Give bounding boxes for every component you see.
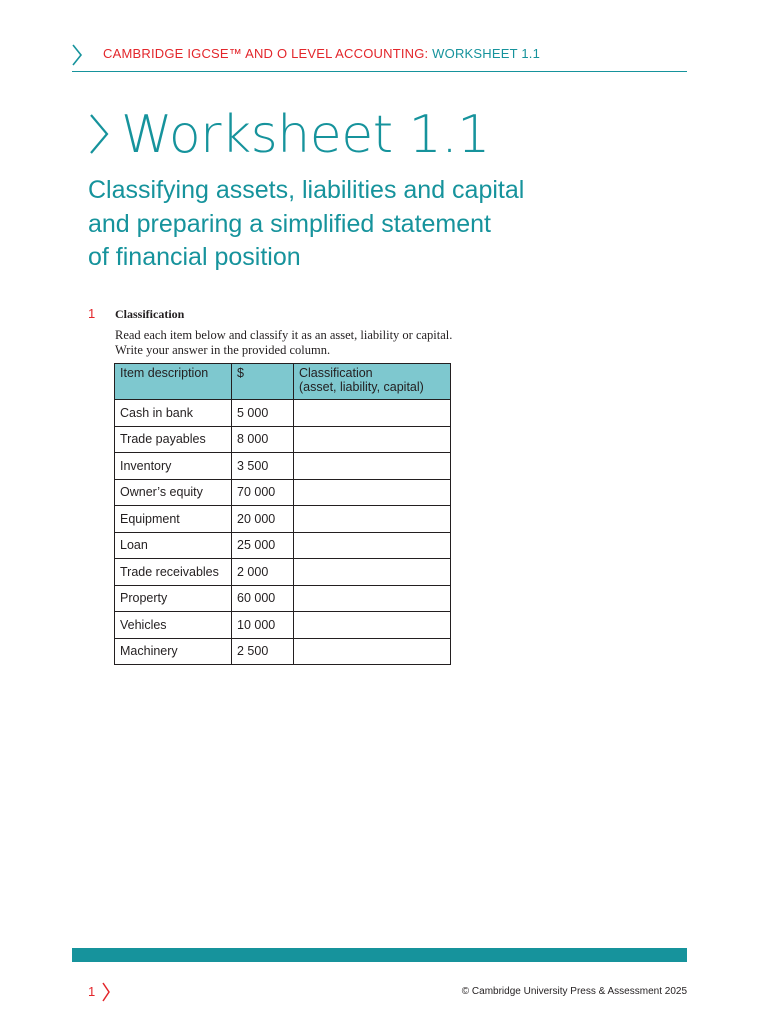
item-cell: Cash in bank <box>115 400 232 427</box>
instruction-line: Read each item below and classify it as an asset, liability or capital. <box>115 328 453 342</box>
column-header-classification-line: (asset, liability, capital) <box>299 380 424 394</box>
table-header-row <box>115 364 451 400</box>
item-cell: Trade payables <box>115 426 232 453</box>
header-divider <box>72 71 687 72</box>
page-subtitle <box>88 174 608 275</box>
classification-answer-cell[interactable] <box>294 585 451 612</box>
table-row <box>115 479 451 506</box>
footer-chevron-icon <box>101 982 111 1002</box>
question-heading: Classification <box>115 307 185 321</box>
column-header-amount: $ <box>232 364 294 400</box>
item-cell: Trade receivables <box>115 559 232 586</box>
question-instructions <box>115 328 452 357</box>
classification-table <box>114 363 451 665</box>
table-row <box>115 585 451 612</box>
item-cell: Equipment <box>115 506 232 533</box>
running-head-course: CAMBRIDGE IGCSE™ AND O LEVEL ACCOUNTING: <box>103 46 429 61</box>
classification-answer-cell[interactable] <box>294 506 451 533</box>
amount-cell: 20 000 <box>232 506 294 533</box>
table-row <box>115 426 451 453</box>
column-header-classification-line: Classification <box>299 366 373 380</box>
chevron-right-icon <box>71 44 83 66</box>
amount-cell: 10 000 <box>232 612 294 639</box>
classification-answer-cell[interactable] <box>294 559 451 586</box>
title-chevron-icon <box>88 113 110 155</box>
page-title: Worksheet 1.1 <box>121 105 490 165</box>
classification-answer-cell[interactable] <box>294 479 451 506</box>
classification-answer-cell[interactable] <box>294 400 451 427</box>
table-row <box>115 453 451 480</box>
subtitle-line: of financial position <box>88 243 301 271</box>
classification-answer-cell[interactable] <box>294 453 451 480</box>
item-cell: Inventory <box>115 453 232 480</box>
item-cell: Property <box>115 585 232 612</box>
amount-cell: 70 000 <box>232 479 294 506</box>
amount-cell: 3 500 <box>232 453 294 480</box>
column-header-item: Item description <box>115 364 232 400</box>
amount-cell: 5 000 <box>232 400 294 427</box>
table-row <box>115 612 451 639</box>
item-cell: Machinery <box>115 638 232 665</box>
table-row <box>115 559 451 586</box>
column-header-classification <box>294 364 451 400</box>
running-head <box>103 46 540 61</box>
item-cell: Loan <box>115 532 232 559</box>
subtitle-line: and preparing a simplified statement <box>88 209 492 238</box>
table-row <box>115 638 451 665</box>
question-number: 1 <box>88 306 96 321</box>
copyright-notice: © Cambridge University Press & Assessment 2025 <box>461 986 687 997</box>
instruction-line: Write your answer in the provided column. <box>115 342 331 357</box>
classification-answer-cell[interactable] <box>294 638 451 665</box>
amount-cell: 25 000 <box>232 532 294 559</box>
amount-cell: 2 000 <box>232 559 294 586</box>
item-cell: Owner’s equity <box>115 479 232 506</box>
classification-answer-cell[interactable] <box>294 532 451 559</box>
table-row <box>115 506 451 533</box>
item-cell: Vehicles <box>115 612 232 639</box>
classification-answer-cell[interactable] <box>294 612 451 639</box>
footer-bar <box>72 948 687 962</box>
running-head-worksheet: WORKSHEET 1.1 <box>432 46 541 61</box>
amount-cell: 2 500 <box>232 638 294 665</box>
table-row <box>115 532 451 559</box>
table-row <box>115 400 451 427</box>
classification-answer-cell[interactable] <box>294 426 451 453</box>
page-number: 1 <box>88 984 96 999</box>
amount-cell: 8 000 <box>232 426 294 453</box>
amount-cell: 60 000 <box>232 585 294 612</box>
subtitle-line: Classifying assets, liabilities and capital <box>88 176 525 204</box>
